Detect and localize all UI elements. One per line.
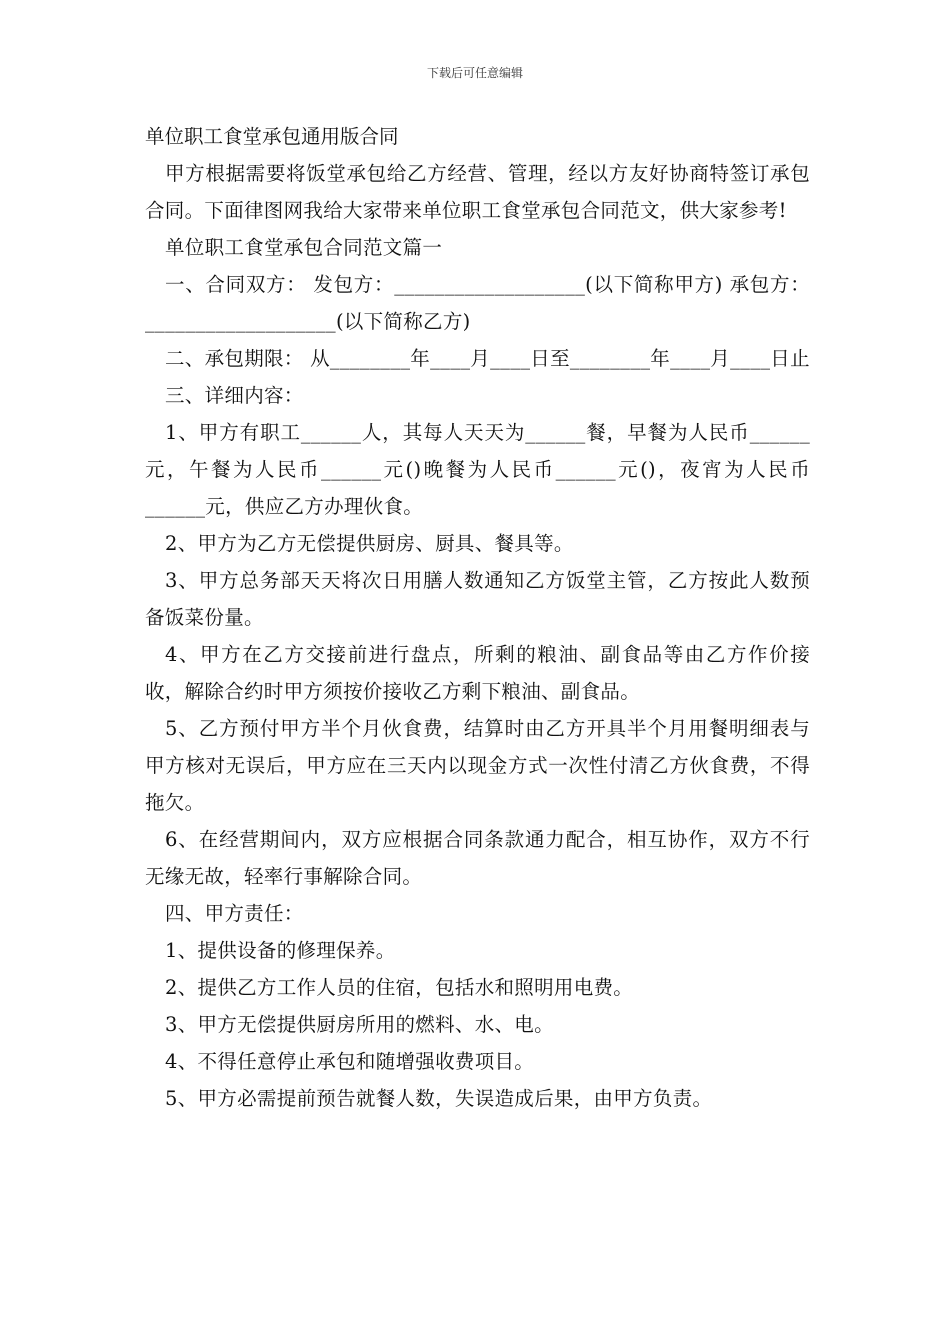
paragraph-item: 3、甲方总务部天天将次日用膳人数通知乙方饭堂主管，乙方按此人数预备饭菜份量。 [145,569,810,629]
paragraph-item: 4、甲方在乙方交接前进行盘点，所剩的粮油、副食品等由乙方作价接收，解除合约时甲方须按价接收乙方剩下粮油、副食品。 [145,643,810,703]
paragraph-item: 2、甲方为乙方无偿提供厨房、厨具、餐具等。 [165,532,574,555]
paragraph-item: 4、不得任意停止承包和随增强收费项目。 [165,1050,535,1073]
paragraph-item: 3、甲方无偿提供厨房所用的燃料、水、电。 [165,1013,554,1036]
paragraph-responsibility-heading: 四、甲方责任： [165,902,304,925]
paragraph-item: 1、提供设备的修理保养。 [165,939,396,962]
paragraph-item: 5、甲方必需提前预告就餐人数，失误造成后果，由甲方负责。 [165,1087,713,1110]
paragraph-intro: 甲方根据需要将饭堂承包给乙方经营、管理，经以方友好协商特签订承包合同。下面律图网我给大家带来单位职工食堂承包合同范文，供大家参考! [145,162,810,222]
page-header: 下载后可任意编辑 [426,66,523,80]
paragraph-parties: 一、合同双方： 发包方：___________________(以下简称甲方) 承包方：___________________(以下简称乙方) [145,273,810,333]
paragraph-term: 二、承包期限： 从________年____月____日至________年____月____日止 [165,347,810,370]
document-body [145,118,810,1117]
paragraph-item: 2、提供乙方工作人员的住宿，包括水和照明用电费。 [165,976,634,999]
paragraph-item: 6、在经营期间内，双方应根据合同条款通力配合，相互协作，双方不行无缘无故，轻率行事解除合同。 [145,828,810,888]
paragraph-item: 5、乙方预付甲方半个月伙食费，结算时由乙方开具半个月用餐明细表与甲方核对无误后，甲方应在三天内以现金方式一次性付清乙方伙食费，不得拖欠。 [145,717,810,814]
document-title: 单位职工食堂承包通用版合同 [145,125,399,148]
section-heading: 单位职工食堂承包合同范文篇一 [165,236,443,259]
paragraph-details-heading: 三、详细内容： [165,384,304,407]
paragraph-item: 1、甲方有职工______人，其每人天天为______餐，早餐为人民币______元，午餐为人民币______元()晚餐为人民币______元()，夜宵为人民币______元，供应乙方办理伙食。 [145,421,810,518]
